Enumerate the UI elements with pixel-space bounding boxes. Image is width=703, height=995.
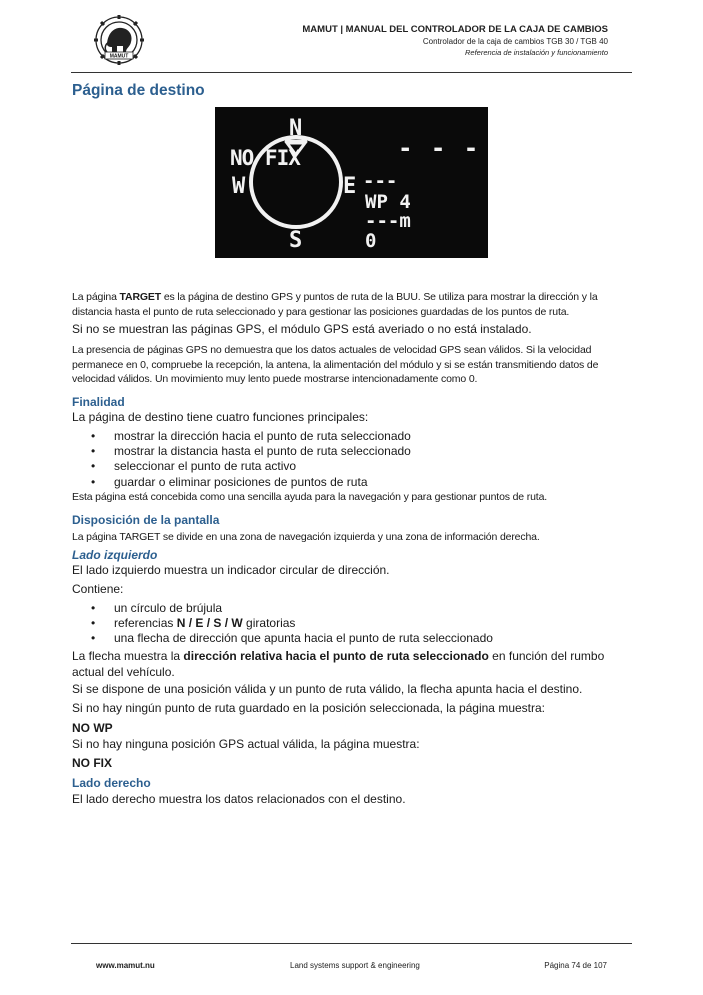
header-divider — [71, 72, 632, 73]
lado-izquierdo-p4: Si se dispone de una posición válida y un punto de ruta válido, la flecha apunta hacia el destino. — [72, 682, 583, 696]
display-east: E — [343, 174, 357, 199]
display-west: W — [232, 174, 246, 199]
lado-izquierdo-p1: El lado izquierdo muestra un indicador circular de dirección. — [72, 563, 390, 577]
page-title: Página de destino — [72, 82, 205, 99]
list-item: • mostrar la dirección hacia el punto de ruta seleccionado — [72, 429, 411, 444]
heading-lado-derecho: Lado derecho — [72, 776, 151, 790]
lado-derecho-p1: El lado derecho muestra los datos relacionados con el destino. — [72, 792, 406, 806]
heading-lado-izquierdo: Lado izquierdo — [72, 548, 158, 562]
display-line4: 0 — [365, 230, 377, 252]
header-subtitle: Controlador de la caja de cambios TGB 30 / TGB 40 — [422, 37, 608, 46]
display-top-right: - - - — [398, 134, 481, 162]
finalidad-list — [72, 429, 411, 490]
list-item: • seleccionar el punto de ruta activo — [72, 459, 411, 474]
heading-disposicion: Disposición de la pantalla — [72, 513, 220, 527]
footer-page-number: Página 74 de 107 — [544, 961, 607, 970]
finalidad-lead: La página de destino tiene cuatro funciones principales: — [72, 410, 369, 424]
display-no-fix: NO FIX — [230, 146, 300, 170]
lado-izquierdo-p3: La flecha muestra la dirección relativa hacia el punto de ruta seleccionado en función del rumbo actual del vehículo. — [72, 649, 605, 679]
intro-paragraph-3: La presencia de páginas GPS no demuestra que los datos actuales de velocidad GPS sean válidos. Si la velocidad permanece en 0, compruebe la recepción, la antena, la alimentación del módulo y si se están transmitiendo datos de velocidad válidos. Un movimiento muy lento puede mostrarse intencionadamente como 0. — [72, 344, 599, 385]
intro-paragraph-2: Si no se muestran las páginas GPS, el módulo GPS está averiado o no está instalado. — [72, 322, 532, 336]
list-item: • referencias N / E / S / W giratorias — [72, 616, 493, 631]
lado-izquierdo-list — [72, 601, 493, 647]
list-item: • una flecha de dirección que apunta hacia el punto de ruta seleccionado — [72, 631, 493, 646]
display-south: S — [289, 228, 303, 253]
list-item: • mostrar la distancia hasta el punto de ruta seleccionado — [72, 444, 411, 459]
header-title: MAMUT | MANUAL DEL CONTROLADOR DE LA CAJA DE CAMBIOS — [302, 24, 608, 35]
display-line2: WP 4 — [365, 191, 411, 213]
display-line3: ---m — [365, 210, 411, 232]
disposicion-text: La página TARGET se divide en una zona de navegación izquierda y una zona de información derecha. — [72, 531, 540, 543]
mamut-logo — [93, 14, 145, 66]
finalidad-note: Esta página está concebida como una sencilla ayuda para la navegación y para gestionar puntos de ruta. — [72, 491, 548, 503]
footer-tagline: Land systems support & engineering — [290, 961, 420, 970]
intro-paragraph-1: La página TARGET es la página de destino GPS y puntos de ruta de la BUU. Se utiliza para mostrar la dirección y la distancia hasta el punto de ruta seleccionado y para gestionar las posiciones guardadas de los puntos de ruta. — [72, 291, 598, 318]
lado-izquierdo-p5: Si no hay ningún punto de ruta guardado en la posición seleccionada, la página muestra: — [72, 701, 545, 715]
no-fix-message: NO FIX — [72, 756, 113, 770]
list-item: • guardar o eliminar posiciones de puntos de ruta — [72, 475, 411, 490]
footer-divider — [71, 943, 632, 944]
list-item: • un círculo de brújula — [72, 601, 493, 616]
header-reference: Referencia de instalación y funcionamiento — [464, 48, 608, 57]
display-line1: --- — [363, 170, 398, 192]
lado-izquierdo-p2: Contiene: — [72, 582, 124, 596]
logo-text: MAMUT — [109, 53, 129, 60]
lado-izquierdo-p6: Si no hay ninguna posición GPS actual válida, la página muestra: — [72, 737, 420, 751]
display-north: N — [289, 116, 303, 141]
no-wp-message: NO WP — [72, 721, 113, 735]
target-page-display — [215, 107, 488, 258]
heading-finalidad: Finalidad — [72, 395, 125, 409]
footer-website: www.mamut.nu — [96, 961, 155, 970]
